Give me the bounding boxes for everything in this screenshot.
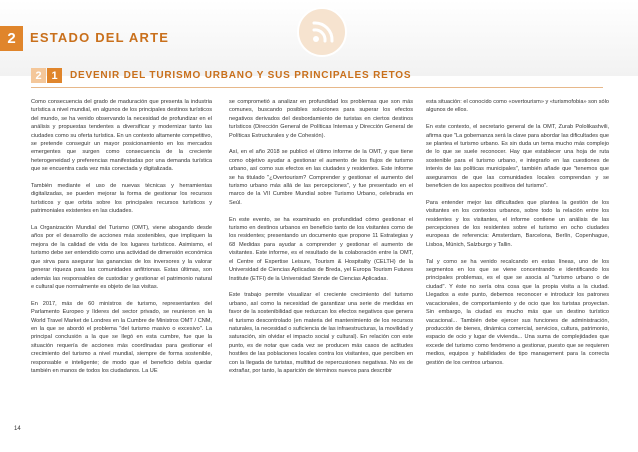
section-number-major: 2 (31, 68, 46, 83)
chapter-number: 2 (0, 26, 23, 51)
section-title: DEVENIR DEL TURISMO URBANO Y SUS PRINCIPALES RETOS (70, 70, 412, 81)
page-number: 14 (14, 426, 21, 432)
paragraph: Tal y como se ha venido recalcando en estas líneas, uno de los segmentos en los que se viene concentrando e identificando los principales problemas, es el que se asocia al "turismo urbano o de ciudad". Y éste no sería otra cosa que la propia visita a la ciudad. Llegados a este punto, debemos reconocer e introducir los patrones vacacionales, de comportamiento y de ocio que los turistas proyectan. Sin embargo, la ciudad es mucho más que un destino turístico vacacional... También debe ejercer sus funciones de administración, producción de bienes, dinámica comercial, servicios, cultura, patrimonio, espacio de ocio y lugar de vivienda... Una suma de complejidades que excede del turismo como fenómeno a gestionar, puesto que se requieren medios, equipos y habilidades de tipo management para la correcta gestión de los centros urbanos. (426, 258, 609, 366)
text-column-1 (31, 98, 212, 384)
text-column-2 (229, 98, 413, 384)
paragraph: Para entender mejor las dificultades que plantea la gestión de los visitantes en los contextos urbanos, sobre todo la relación entre los residentes y los visitantes, el informe contiene un análisis de las percepciones de los residentes sobre el turismo en ocho ciudades europeas de referencia: Amsterdam, Barcelona, Berlín, Copenhague, Lisboa, Múnich, Salzburgo y Tallin. (426, 199, 609, 248)
section-divider (31, 87, 603, 88)
paragraph: También mediante el uso de nuevas técnicas y herramientas digitalizadas, se pueden mejorar la forma de gestionar los recursos turísticos y que orbita sobre los principales recursos turísticos y patrimoniales existentes en las ciudades. (31, 183, 212, 215)
chapter-title: ESTADO DEL ARTE (30, 30, 170, 45)
paragraph: En 2017, más de 60 ministros de turismo, representantes del Parlamento Europeo y líderes del sector privado, se reunieron en la World Travel Market de Londres en la Cumbre de Ministros OMT / CNM, en la que se abordó el problema "del turismo masivo o excesivo". La principal conclusión a la que se llegó en esta cumbre, fue que la situación requería de acciones más coordinadas para gestionar el crecimiento del turismo a nivel mundial, siempre de forma sostenible, responsable e inteligente; de modo que el beneficio debía quedar también en manos de todos los ciudadanos. La UE (31, 300, 212, 374)
paragraph: En este evento, se ha examinado en profundidad cómo gestionar el turismo en destinos urbanos en beneficio tanto de los visitantes como de los residentes; presentando un documento que propone 11 Estrategias y 68 Medidas para ayudar a comprender y gestionar el aumento de visitantes. Este informe, es el resultado de la colaboración entre la OMT, el Centre of Expertise Leisure, Tourism & Hospitality (CELTH) de la Universidad de Ciencias Aplicadas de Breda, yel Europa Tourism Futures Institute (ETFI) de la Universidad Stende de Ciencias Aplicadas. (229, 216, 413, 282)
paragraph: esta situación: el conocido como «overtourism» y «turismofobia» son sólo algunos de ellos. (426, 99, 609, 114)
paragraph: Así, en el año 2018 se publicó el último informe de la OMT, y que tiene como objetivo ayudar a gestionar el aumento de los flujos de turismo urbano, así como sus efectos en las ciudades y residentes. Este informe se ha titulado "¿Overtourism? Comprender y gestionar el aumento del turismo urbano más allá de las percepciones", y fue presentado en el marco de la VII Cumbre Mundial sobre Turismo Urbano, celebrada en Seúl. (229, 149, 413, 206)
paragraph: Este trabajo permite visualizar el creciente crecimiento del turismo urbano, así como la necesidad de garantizar una serie de medidas en favor de la sostenibilidad que reduzcan los efectos negativos que genera el turismo descontrolado (en materia del mantenimiento de los recursos naturales, la necesidad o suficiencia de las infraestructuras, la movilidad y saturación, sin olvidar el impacto social y cultural). En relación con este punto, es de notar que cada vez se producen más casos de actitudes hostiles de las poblaciones locales contra los visitantes, que perciben en con la llegada de turistas, multitud de repercusiones negativas. No es de extrañar, por tanto, la aparición de términos nuevos para describir (229, 292, 413, 374)
text-column-3 (426, 98, 609, 375)
paragraph: se comprometió a analizar en profundidad los problemas que son más comunes, buscando posibles soluciones para superar los efectos negativos derivados del desbordamiento de turistas en ciertos destinos turísticos (Dirección General de Políticas Internas y Dirección General de Políticas Estructurales y de Cohesión). (229, 99, 413, 139)
paragraph: La Organización Mundial del Turismo (OMT), viene abogando desde años por el desarrollo de acciones más sostenibles, que impliquen la mejora de la calidad de vida de los lugares turísticos. Asimismo, el turismo debe ser entendido como una actividad de dimensión económica que sirva para asegurar las ganancias de los inversores y la valorar generar riqueza para las comunidades anfitrionas. Estas últimas, son además las responsables de custodiar y gestionar el patrimonio natural e cultural que normalmente es objeto de las visitas. (31, 225, 212, 290)
section-number-minor: 1 (47, 68, 62, 83)
paragraph: Como consecuencia del grado de maduración que presenta la industria turística a nivel mundial, en algunos de los principales destinos turísticos del mundo, se ha venido observando la necesidad de profundizar en el análisis y propuestas tendentes a diversificar y modernizar tanto las ciudades como su oferta turística. En un contexto altamente competitivo, se pretende conseguir un mayor posicionamiento en los mercados emergentes que surgen como consecuencia de la creciente heterogeneidad y preferencias manifestadas por una demanda turística que se encuentra cada vez más conectada y digitalizada. (31, 99, 212, 173)
paragraph: En este contexto, el secretario general de la OMT, Zurab Pololikashvili, afirma que "La gobernanza será la clave para abordar las dificultades que se plantea el turismo urbano. Es sin duda un tema mucho más complejo de lo que se suele reconocer. Hay que establecer una hoja de ruta sostenible para el turismo urbano, e integrarlo en las cuestiones de interés de las políticas municipales", también añade que "tenemos que asegurarnos de que las comunidades locales comprendan y se beneficien de los aspectos positivos del turismo". (426, 124, 609, 190)
wifi-logo-icon (296, 6, 348, 58)
